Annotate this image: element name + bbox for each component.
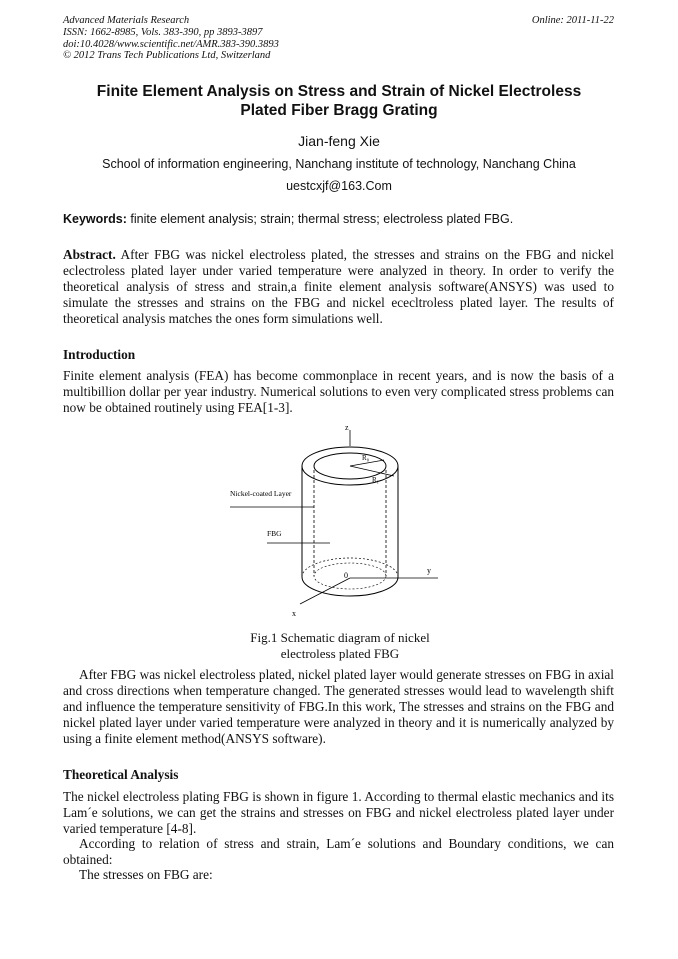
r0-label: R₀ bbox=[362, 454, 370, 462]
outer-bottom-back bbox=[302, 558, 398, 577]
caption-line-1: Fig.1 Schematic diagram of nickel bbox=[250, 630, 430, 645]
intro-paragraph-1: Finite element analysis (FEA) has become commonplace in recent years, and is now the basis of a multibillion dollar per year industry. Numerical solutions to even very complicated stress problems can now be obtained routinely using FEA[1-3]. bbox=[63, 368, 614, 415]
abstract-label: Abstract. bbox=[63, 247, 116, 262]
outer-bottom-front bbox=[302, 577, 398, 596]
online-date: Online: 2011-11-22 bbox=[531, 15, 614, 26]
theory-paragraph-2: According to relation of stress and strain, Lam´e solutions and Boundary conditions, we can obtained: bbox=[63, 836, 614, 867]
title-line-2: Plated Fiber Bragg Grating bbox=[240, 102, 438, 119]
x-axis bbox=[300, 578, 350, 604]
keywords-text: finite element analysis; strain; thermal stress; electroless plated FBG. bbox=[126, 212, 514, 226]
radius-r1-line bbox=[350, 466, 394, 476]
intro-paragraph-2: After FBG was nickel electroless plated, nickel plated layer would generate stresses on FBG in axial and cross directions when temperature changed. The generated stresses would lead to wavelength shift and influence the temperature sensitivity of FBG.In this work, The stresses and strains on the FBG and nickel plated layer under varied temperature were analyzed in theory and it is numerically analyzed by using a finite element method(ANSYS software). bbox=[63, 667, 614, 746]
cylinder-diagram bbox=[190, 416, 490, 631]
fbg-label: FBG bbox=[267, 529, 282, 538]
z-axis-label: z bbox=[345, 423, 349, 432]
keywords-label: Keywords: bbox=[63, 212, 127, 226]
figure-1 bbox=[190, 416, 490, 631]
theory-paragraph-3: The stresses on FBG are: bbox=[79, 867, 213, 882]
keywords bbox=[63, 212, 615, 226]
r1-label: R₁ bbox=[372, 476, 380, 484]
y-axis-label: y bbox=[427, 566, 431, 575]
abstract-text: After FBG was nickel electroless plated, the stresses and strains on the FBG and nickel eclectroless plated layer under varied temperature were analyzed in theory. In order to verify the theoretical analysis of stress and strain,a finite element analysis software(ANSYS) was used to simulate the stresses and strains on the FBG and nickel ececltroless plated layer. The results of theoretical analysis matches the ones form simulations well. bbox=[63, 247, 614, 326]
affiliation: School of information engineering, Nanchang institute of technology, Nanchang China bbox=[102, 157, 576, 171]
doi-line: doi:10.4028/www.scientific.net/AMR.383-390.3893 bbox=[63, 38, 279, 50]
caption-line-2: electroless plated FBG bbox=[280, 646, 400, 661]
title-line-1: Finite Element Analysis on Stress and Strain of Nickel Electroless bbox=[96, 83, 582, 100]
theory-heading: Theoretical Analysis bbox=[63, 767, 179, 782]
nickel-layer-label: Nickel-coated Layer bbox=[230, 489, 292, 498]
email: uestcxjf@163.Com bbox=[286, 179, 392, 193]
copyright-line: © 2012 Trans Tech Publications Ltd, Switzerland bbox=[63, 50, 271, 62]
abstract bbox=[63, 247, 614, 327]
journal-name: Advanced Materials Research bbox=[63, 15, 190, 26]
fiber-bottom-ellipse bbox=[314, 563, 386, 589]
theory-paragraph-1: The nickel electroless plating FBG is shown in figure 1. According to thermal elastic mechanics and its Lam´e solutions, we can get the strains and stresses on FBG and nickel electroless plated layer under varied temperature [4-8]. bbox=[63, 789, 614, 836]
intro-heading: Introduction bbox=[63, 347, 136, 362]
issn-line: ISSN: 1662-8985, Vols. 383-390, pp 3893-3897 bbox=[63, 26, 263, 38]
x-axis-label: x bbox=[292, 609, 296, 618]
author: Jian-feng Xie bbox=[298, 133, 380, 149]
journal-header bbox=[63, 15, 279, 62]
origin-label: 0 bbox=[344, 571, 348, 580]
paper-title bbox=[63, 82, 615, 120]
figure-caption bbox=[240, 630, 440, 662]
